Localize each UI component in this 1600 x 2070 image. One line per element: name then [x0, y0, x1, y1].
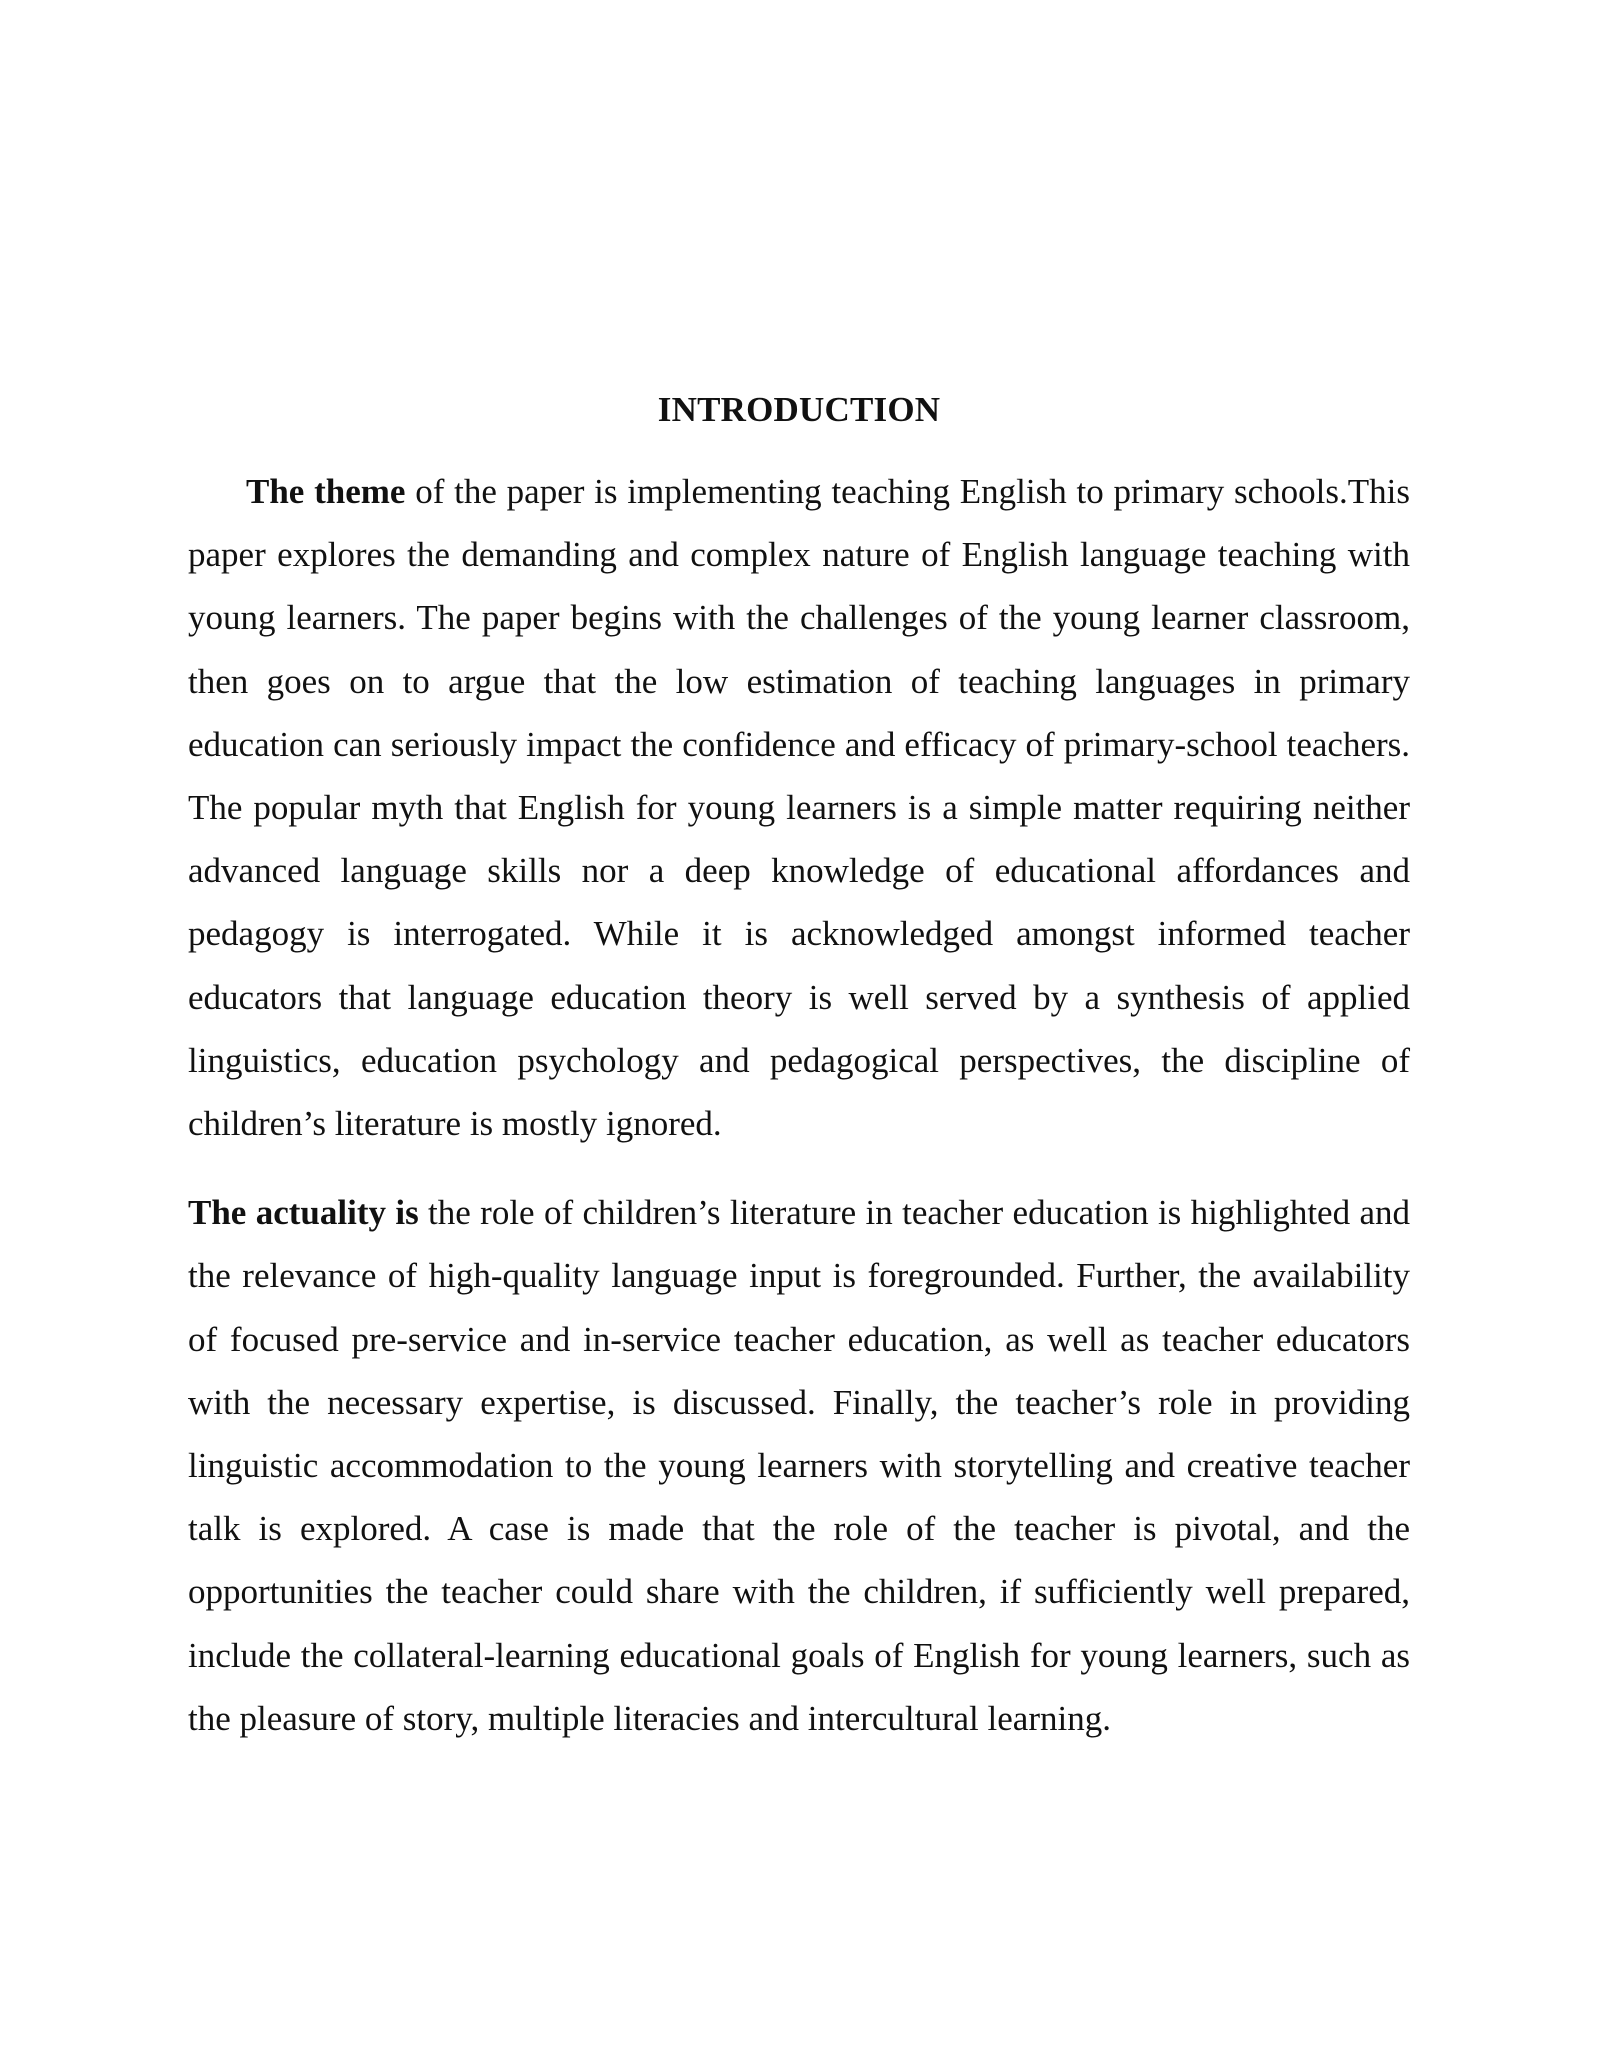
- paragraph-lead-actuality: The actuality is: [188, 1193, 419, 1233]
- section-heading: INTRODUCTION: [657, 390, 941, 429]
- paragraph-text-actuality: the role of children’s literature in teacher education is highlighted and the relevance of high-quality language input is foregrounded. Further, the availability of focused pre-service and in-service teacher education, as well as teacher educators with the necessary expertise, is discussed. Finally, the teacher’s role in providing linguistic accommodation to the young learners with storytelling and creative teacher talk is explored. A case is made that the role of the teacher is pivotal, and the opportunities the teacher could share with the children, if sufficiently well prepared, include the collateral-learning educational goals of English for young learners, such as the pleasure of story, multiple literacies and intercultural learning.: [188, 1193, 1410, 1738]
- document-body: [188, 382, 1410, 1750]
- paragraph-actuality: [188, 1181, 1410, 1750]
- paragraph-theme: [188, 460, 1410, 1155]
- paragraph-text-theme: of the paper is implementing teaching English to primary schools.This paper explores the demanding and complex nature of English language teaching with young learners. The paper begins with the challenges of the young learner classroom, then goes on to argue that the low estimation of teaching languages in primary education can seriously impact the confidence and efficacy of primary-school teachers. The popular myth that English for young learners is a simple matter requiring neither advanced language skills nor a deep knowledge of educational affordances and pedagogy is interrogated. While it is acknowledged amongst informed teacher educators that language education theory is well served by a synthesis of applied linguistics, education psychology and pedagogical perspectives, the discipline of children’s literature is mostly ignored.: [188, 472, 1411, 1144]
- paragraph-lead-theme: The theme: [246, 472, 406, 511]
